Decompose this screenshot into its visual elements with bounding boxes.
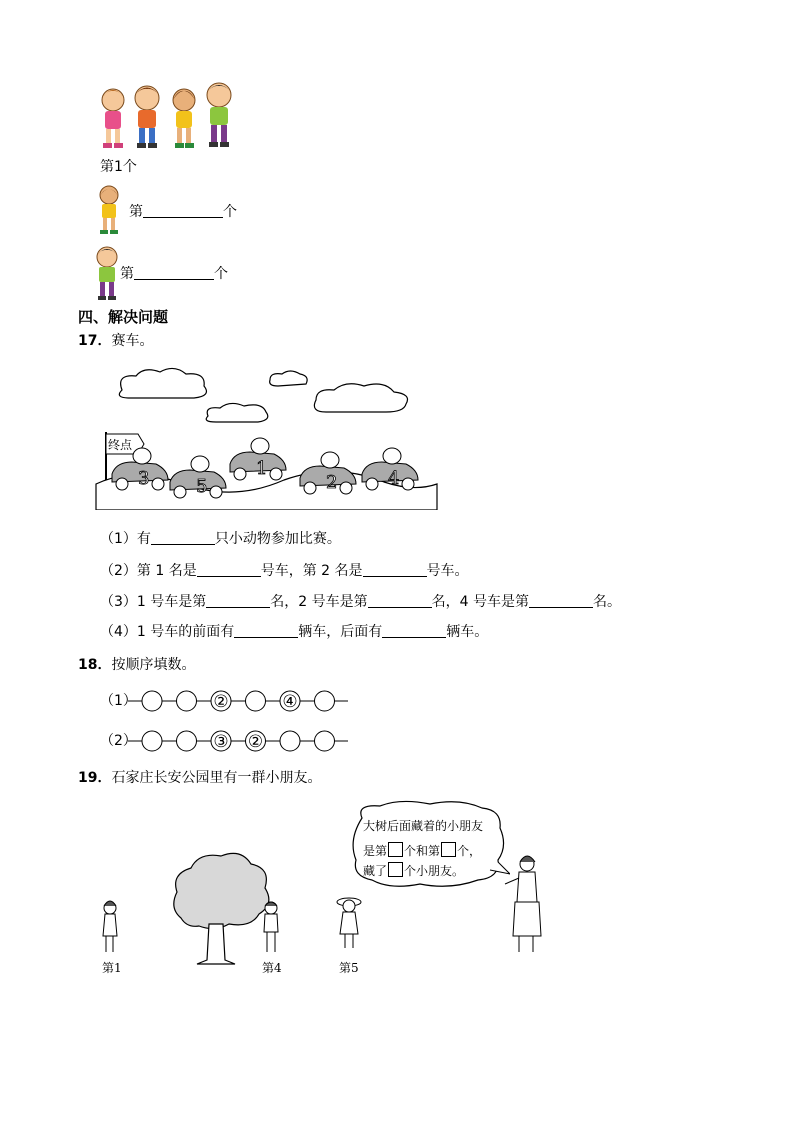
bubble-text: 藏了 — [363, 864, 388, 878]
ordinal-question-boy — [120, 265, 228, 283]
label-fifth: 第5 — [339, 961, 359, 975]
q18-row2-sequence — [128, 728, 350, 754]
answer-blank[interactable] — [368, 593, 432, 608]
bubble-text: 个， — [457, 844, 482, 858]
line-text: 名。 — [593, 594, 621, 610]
line-text: 1 号车是第 — [136, 594, 207, 610]
q19-heading — [78, 769, 321, 787]
car-number: 4 — [388, 468, 400, 489]
line-text: 第 1 名是 — [136, 563, 197, 579]
girl-image — [96, 184, 126, 236]
line-label: （1） — [100, 531, 137, 547]
blank-circle — [142, 731, 162, 751]
line-text: 1 号车的前面有 — [136, 624, 235, 640]
child-first — [103, 901, 117, 952]
q17-line-2 — [100, 562, 469, 580]
teacher — [505, 856, 541, 952]
blank-circle — [177, 731, 197, 751]
line-text: 号车，第 2 名是 — [260, 563, 363, 579]
blank-circle — [246, 691, 266, 711]
car-number: 3 — [138, 468, 150, 489]
race-car — [230, 438, 286, 480]
answer-blank[interactable] — [382, 623, 446, 638]
line-text: 号车。 — [426, 563, 469, 579]
car-number: 5 — [196, 476, 208, 497]
line-text: 有 — [136, 531, 151, 547]
line-text: 名，4 号车是第 — [431, 594, 529, 610]
bubble-line-1: 大树后面藏着的小朋友 — [363, 819, 484, 833]
sequence-number: ③ — [213, 732, 229, 752]
answer-blank[interactable] — [206, 593, 270, 608]
bubble-text: 是第 — [363, 844, 388, 858]
sequence-number: ④ — [282, 692, 298, 712]
line-label: （4） — [100, 624, 137, 640]
child-fifth — [337, 898, 361, 948]
line-label: （2） — [100, 563, 137, 579]
clouds — [119, 368, 407, 422]
q18-title: 按顺序填数。 — [111, 657, 196, 673]
sequence-number: ② — [213, 692, 229, 712]
q19-number: 19． — [78, 770, 112, 786]
answer-blank[interactable] — [529, 593, 593, 608]
big-tree — [174, 853, 269, 964]
sequence-number: ② — [247, 732, 264, 752]
section-title: 四、解决问题 — [78, 308, 169, 326]
line-text: 只小动物参加比赛。 — [214, 531, 341, 547]
q17-number: 17． — [78, 333, 112, 349]
answer-blank[interactable] — [134, 265, 214, 280]
child-girl-3 — [173, 89, 195, 148]
q18-heading — [78, 656, 195, 674]
suffix-text: 个 — [214, 266, 228, 282]
answer-blank[interactable] — [151, 530, 215, 545]
park-scene — [95, 848, 550, 970]
blank-circle — [280, 731, 300, 751]
q17-line-4 — [100, 623, 488, 641]
q17-title: 赛车。 — [111, 333, 154, 349]
blank-circle — [142, 691, 162, 711]
line-text: 名，2 号车是第 — [270, 594, 368, 610]
answer-blank[interactable] — [234, 623, 298, 638]
answer-blank[interactable] — [143, 203, 223, 218]
prefix-text: 第 — [129, 204, 143, 220]
answer-blank[interactable] — [363, 562, 427, 577]
bubble-text: 个小朋友。 — [404, 864, 465, 878]
line-text: 辆车。 — [446, 624, 489, 640]
prefix-text: 第 — [120, 266, 134, 282]
suffix-text: 个 — [223, 204, 237, 220]
child-boy-4 — [207, 83, 231, 147]
q17-heading — [78, 332, 153, 350]
four-children-image — [97, 80, 237, 152]
line-label: （3） — [100, 594, 137, 610]
line-text: 辆车，后面有 — [298, 624, 383, 640]
car-number: 1 — [256, 458, 268, 479]
label-first: 第1 — [102, 961, 122, 975]
blank-circle — [315, 691, 335, 711]
race-car-illustration — [94, 366, 439, 510]
boy-image — [93, 246, 121, 302]
race-car — [170, 456, 226, 498]
first-child-label: 第1个 — [100, 159, 137, 175]
q18-row1-sequence — [128, 688, 350, 714]
q18-number: 18． — [78, 657, 112, 673]
bubble-text: 个和第 — [404, 844, 441, 858]
blank-circle — [177, 691, 197, 711]
race-car — [362, 448, 418, 490]
child-boy-2 — [135, 86, 159, 148]
car-number: 2 — [326, 472, 338, 493]
race-car — [300, 452, 356, 494]
blank-circle — [315, 731, 335, 751]
q19-title: 石家庄长安公园里有一群小朋友。 — [111, 770, 322, 786]
label-fourth: 第4 — [262, 961, 282, 975]
child-girl-1 — [102, 89, 124, 148]
q17-line-3 — [100, 593, 621, 611]
q18-row1-label: （1） — [100, 693, 137, 709]
answer-blank[interactable] — [197, 562, 261, 577]
child-fourth — [264, 902, 278, 952]
flag-text: 终点 — [108, 438, 133, 452]
q18-row2-label: （2） — [100, 733, 137, 749]
q17-line-1 — [100, 530, 341, 548]
ordinal-question-girl — [129, 203, 237, 221]
